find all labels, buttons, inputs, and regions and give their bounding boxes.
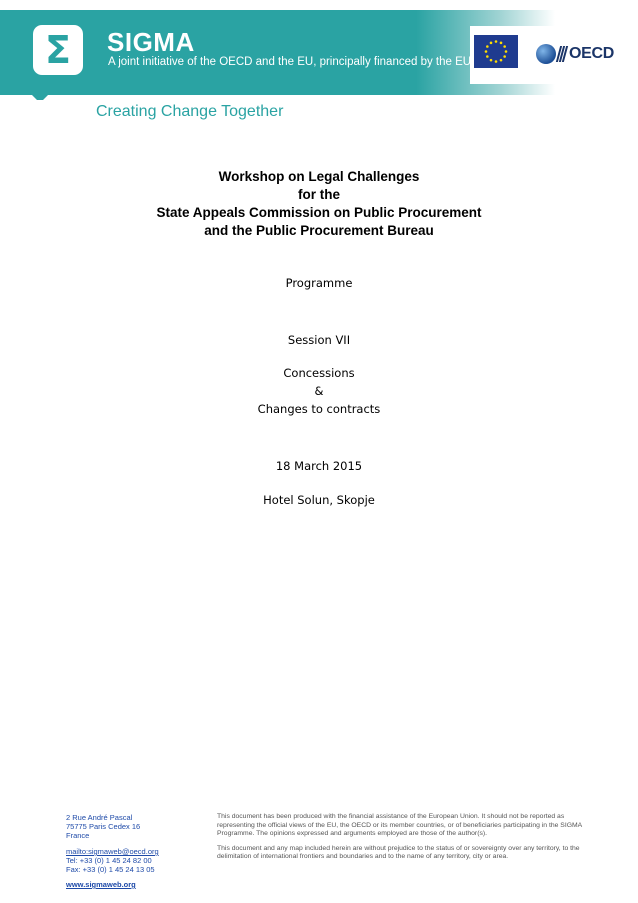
header-banner bbox=[0, 0, 638, 100]
title-line: Workshop on Legal Challenges bbox=[218, 169, 420, 184]
address-line: 2 Rue André Pascal bbox=[66, 813, 133, 822]
event-date: 18 March 2015 bbox=[275, 459, 363, 473]
brand-subtitle: A joint initiative of the OECD and the EU, principally financed by the EU bbox=[108, 56, 472, 68]
eu-star-icon bbox=[500, 42, 503, 45]
programme-label: Programme bbox=[285, 276, 353, 290]
eu-star-icon bbox=[505, 50, 508, 53]
ampersand: & bbox=[314, 384, 324, 398]
oecd-label: OECD bbox=[569, 45, 615, 62]
eu-star-icon bbox=[495, 60, 498, 63]
email-link[interactable]: mailto:sigmaweb@oecd.org bbox=[66, 847, 159, 856]
address-line: 75775 Paris Cedex 16 bbox=[66, 822, 141, 831]
eu-star-icon bbox=[495, 40, 498, 43]
website-link[interactable]: www.sigmaweb.org bbox=[66, 880, 136, 889]
phone-number: Tel: +33 (0) 1 45 24 82 00 bbox=[66, 856, 152, 865]
sigma-logo bbox=[33, 25, 83, 75]
event-venue: Hotel Solun, Skopje bbox=[263, 493, 375, 507]
fax-number: Fax: +33 (0) 1 45 24 13 05 bbox=[66, 865, 155, 874]
eu-star-icon bbox=[503, 45, 506, 48]
disclaimer-text: This document and any map included herein are without prejudice to the status of or sovereignty over any territory, to the delimitation of international frontiers and boundaries and to the name of any territory, city or area. bbox=[217, 844, 580, 861]
document-title bbox=[0, 168, 638, 240]
footer-disclaimer bbox=[217, 813, 582, 868]
topic-changes: Changes to contracts bbox=[257, 402, 381, 416]
tagline: Creating Change Together bbox=[96, 103, 284, 120]
address-line: France bbox=[66, 831, 90, 840]
footer-contact bbox=[66, 813, 159, 889]
disclaimer-text: This document has been produced with the financial assistance of the European Union. It should not be reported as representing the official views of the EU, the OECD or its member countries, or of beneficiaries participating in the SIGMA Programme. The opinions expressed and arguments employed are those of the author(s). bbox=[217, 813, 582, 838]
eu-star-icon bbox=[490, 59, 493, 62]
eu-flag-icon bbox=[474, 35, 518, 68]
eu-star-icon bbox=[490, 42, 493, 45]
title-line: and the Public Procurement Bureau bbox=[204, 223, 434, 238]
title-line: for the bbox=[298, 187, 340, 202]
eu-star-icon bbox=[486, 45, 489, 48]
oecd-stripes-icon bbox=[558, 46, 566, 62]
title-line: State Appeals Commission on Public Procurement bbox=[156, 205, 482, 220]
globe-icon bbox=[536, 44, 556, 64]
eu-star-icon bbox=[485, 50, 488, 53]
sigma-symbol-icon: Σ bbox=[45, 28, 71, 72]
eu-star-icon bbox=[503, 55, 506, 58]
brand-name: SIGMA bbox=[107, 27, 195, 57]
session-label: Session VII bbox=[287, 333, 351, 347]
topic-concessions: Concessions bbox=[283, 366, 355, 380]
oecd-logo bbox=[536, 40, 614, 68]
eu-star-icon bbox=[486, 55, 489, 58]
eu-star-icon bbox=[500, 59, 503, 62]
